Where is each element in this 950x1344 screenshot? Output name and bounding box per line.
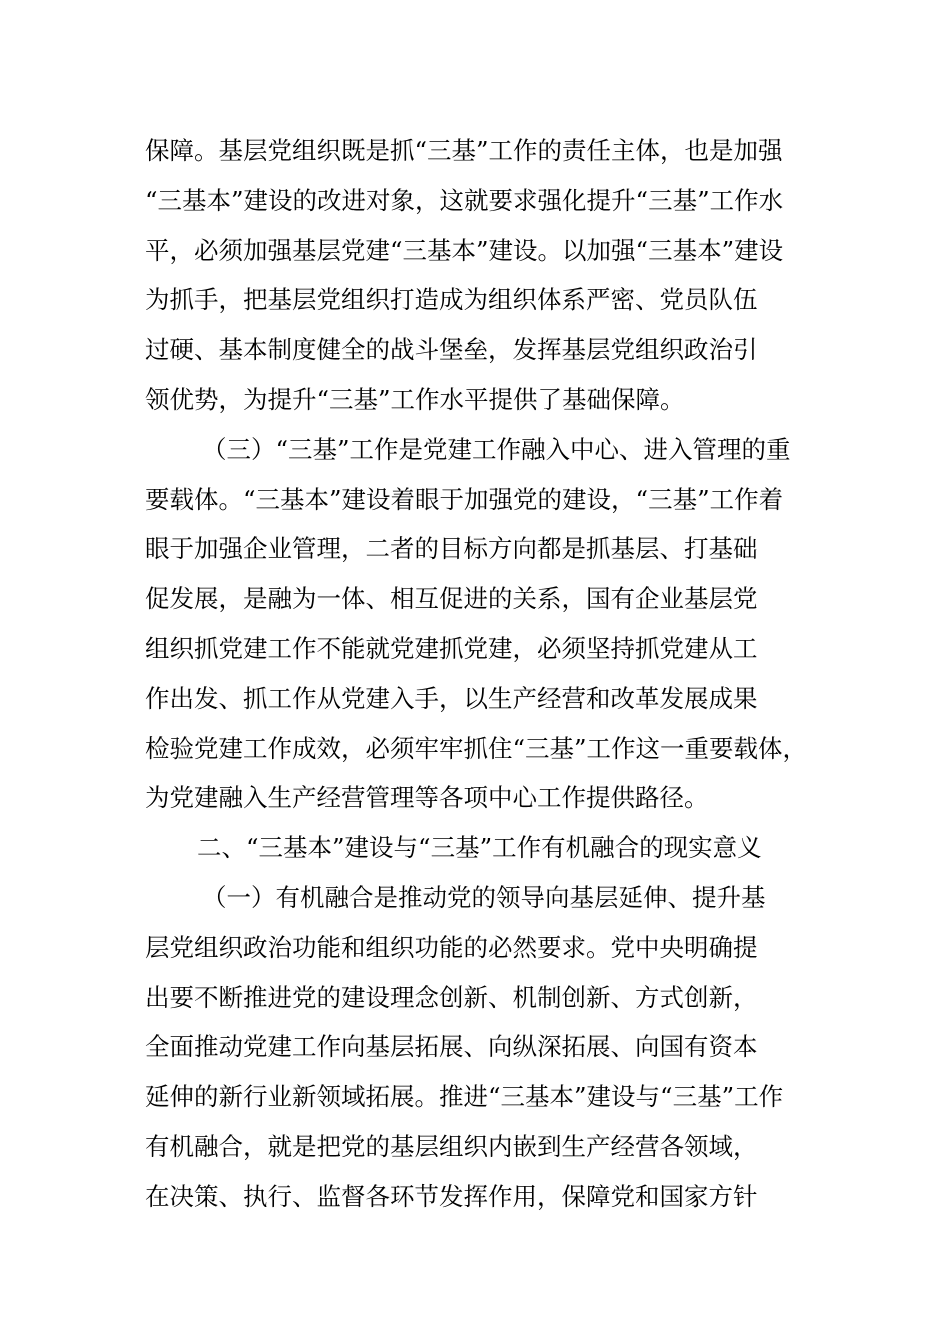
text-line: 出要不断推进党的建设理念创新、机制创新、方式创新， (145, 982, 758, 1012)
section-heading: 二、“三基本”建设与“三基”工作有机融合的现实意义 (197, 833, 762, 863)
text-line: 过硬、基本制度健全的战斗堡垒，发挥基层党组织政治引 (145, 335, 758, 365)
text-line: 平，必须加强基层党建“三基本”建设。以加强“三基本”建设 (145, 235, 784, 265)
paragraph-start-line: （三）“三基”工作是党建工作融入中心、进入管理的重 (202, 434, 791, 464)
text-line: 层党组织政治功能和组织功能的必然要求。党中央明确提 (145, 932, 758, 962)
text-line: 眼于加强企业管理，二者的目标方向都是抓基层、打基础 (145, 534, 758, 564)
text-line: 在决策、执行、监督各环节发挥作用，保障党和国家方针 (145, 1181, 758, 1211)
text-line: “三基本”建设的改进对象，这就要求强化提升“三基”工作水 (145, 185, 784, 215)
text-line: 为抓手，把基层党组织打造成为组织体系严密、党员队伍 (145, 285, 758, 315)
text-line: 促发展，是融为一体、相互促进的关系，国有企业基层党 (145, 584, 758, 614)
text-line: 为党建融入生产经营管理等各项中心工作提供路径。 (145, 783, 709, 813)
paragraph-start-line: （一）有机融合是推动党的领导向基层延伸、提升基 (202, 882, 766, 912)
text-line: 延伸的新行业新领域拓展。推进“三基本”建设与“三基”工作 (145, 1082, 784, 1112)
text-line: 领优势，为提升“三基”工作水平提供了基础保障。 (145, 384, 685, 414)
text-line: 保障。基层党组织既是抓“三基”工作的责任主体，也是加强 (145, 136, 783, 165)
document-body (145, 126, 845, 1222)
text-line: 有机融合，就是把党的基层组织内嵌到生产经营各领域， (145, 1131, 758, 1161)
text-line: 检验党建工作成效，必须牢牢抓住“三基”工作这一重要载体， (145, 733, 808, 763)
text-line: 作出发、抓工作从党建入手，以生产经营和改革发展成果 (145, 683, 758, 713)
text-line: 组织抓党建工作不能就党建抓党建，必须坚持抓党建从工 (145, 633, 758, 663)
text-line: 全面推动党建工作向基层拓展、向纵深拓展、向国有资本 (145, 1032, 758, 1062)
text-line: 要载体。“三基本”建设着眼于加强党的建设，“三基”工作着 (145, 484, 784, 514)
